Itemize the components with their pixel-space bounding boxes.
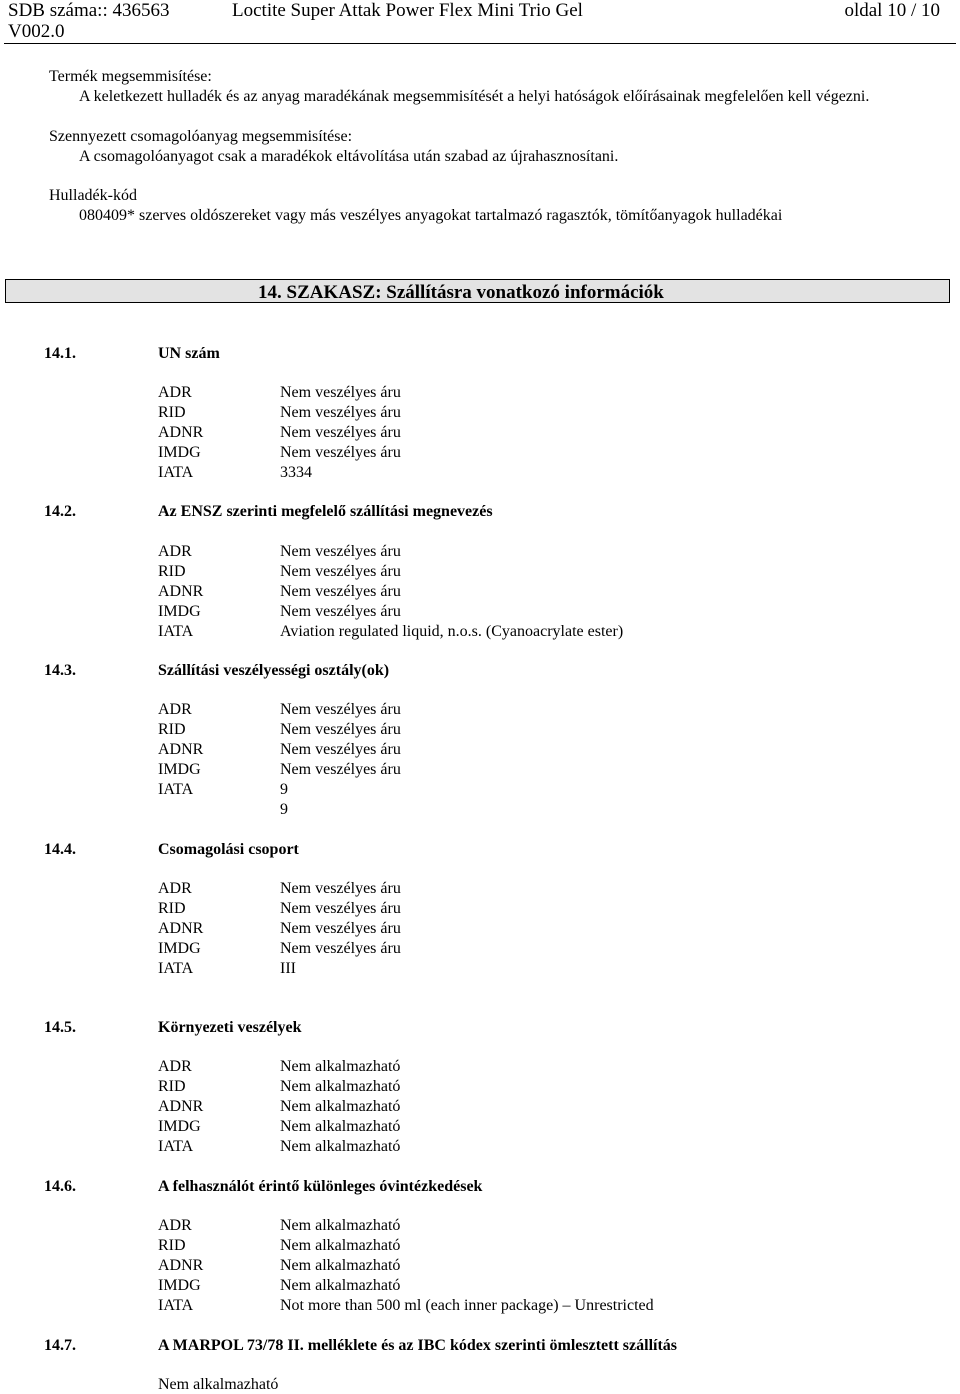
transport-mode: ADNR xyxy=(158,1098,204,1115)
subsection-title: Környezeti veszélyek xyxy=(158,1019,302,1036)
transport-mode: IATA xyxy=(158,1138,194,1155)
transport-value: 3334 xyxy=(280,464,312,481)
transport-mode: IATA xyxy=(158,1297,194,1314)
transport-mode: IATA xyxy=(158,623,194,640)
transport-value: Nem veszélyes áru xyxy=(280,920,401,937)
transport-mode: ADR xyxy=(158,1217,192,1234)
transport-value: Nem veszélyes áru xyxy=(280,701,401,718)
transport-value: Nem veszélyes áru xyxy=(280,603,401,620)
subsection-number: 14.5. xyxy=(44,1019,76,1036)
transport-value: Nem alkalmazható xyxy=(280,1257,401,1274)
transport-value: Nem veszélyes áru xyxy=(280,583,401,600)
transport-mode: ADR xyxy=(158,384,192,401)
subsection-title: Szállítási veszélyességi osztály(ok) xyxy=(158,662,390,679)
transport-value: Nem alkalmazható xyxy=(280,1217,401,1234)
transport-value: Nem veszélyes áru xyxy=(280,404,401,421)
transport-value: Nem alkalmazható xyxy=(280,1237,401,1254)
transport-value: Not more than 500 ml (each inner package) – Unrestricted xyxy=(280,1297,654,1314)
transport-value: Nem veszélyes áru xyxy=(280,900,401,917)
transport-mode: IATA xyxy=(158,464,194,481)
transport-value: Nem alkalmazható xyxy=(280,1058,401,1075)
transport-value: Nem veszélyes áru xyxy=(280,880,401,897)
transport-value: Nem alkalmazható xyxy=(280,1138,401,1155)
subsection-title: UN szám xyxy=(158,345,220,362)
product-disposal-label: Termék megsemmisítése: xyxy=(49,68,212,85)
section-14-banner xyxy=(5,279,950,303)
transport-mode: ADR xyxy=(158,1058,192,1075)
transport-value: Nem veszélyes áru xyxy=(280,543,401,560)
transport-value: Nem alkalmazható xyxy=(280,1098,401,1115)
transport-mode: RID xyxy=(158,563,186,580)
subsection-number: 14.4. xyxy=(44,841,76,858)
transport-value: Nem veszélyes áru xyxy=(280,444,401,461)
product-name: Loctite Super Attak Power Flex Mini Trio Gel xyxy=(232,0,583,21)
subsection-number: 14.7. xyxy=(44,1337,76,1354)
transport-value: Nem alkalmazható xyxy=(280,1277,401,1294)
subsection-title: Csomagolási csoport xyxy=(158,841,299,858)
transport-mode: IMDG xyxy=(158,1277,201,1294)
transport-mode: RID xyxy=(158,900,186,917)
waste-code-label: Hulladék-kód xyxy=(49,187,137,204)
transport-mode: ADNR xyxy=(158,424,204,441)
transport-value: 9 xyxy=(280,801,288,818)
transport-value: Aviation regulated liquid, n.o.s. (Cyanoacrylate ester) xyxy=(280,623,624,640)
transport-mode: RID xyxy=(158,1237,186,1254)
transport-mode: ADNR xyxy=(158,741,204,758)
transport-mode: ADR xyxy=(158,543,192,560)
transport-mode: IMDG xyxy=(158,1118,201,1135)
transport-mode: IATA xyxy=(158,960,194,977)
packaging-disposal-label: Szennyezett csomagolóanyag megsemmisítése: xyxy=(49,128,353,145)
subsection-number: 14.3. xyxy=(44,662,76,679)
transport-mode: IMDG xyxy=(158,940,201,957)
transport-mode: ADR xyxy=(158,701,192,718)
transport-value: 9 xyxy=(280,781,288,798)
transport-value: Nem veszélyes áru xyxy=(280,384,401,401)
subsection-title: A felhasználót érintő különleges óvintézkedések xyxy=(158,1178,483,1195)
waste-code-text: 080409* szerves oldószereket vagy más veszélyes anyagokat tartalmazó ragasztók, tömítőanyagok hulladékai xyxy=(79,207,783,224)
transport-mode: IMDG xyxy=(158,444,201,461)
header-divider xyxy=(4,43,956,44)
transport-mode: RID xyxy=(158,1078,186,1095)
transport-mode: ADNR xyxy=(158,583,204,600)
transport-value: Nem veszélyes áru xyxy=(280,424,401,441)
subsection-number: 14.1. xyxy=(44,345,76,362)
transport-mode: IMDG xyxy=(158,603,201,620)
sdb-number: SDB száma:: 436563 xyxy=(8,0,170,21)
transport-value: Nem veszélyes áru xyxy=(280,761,401,778)
transport-mode: IMDG xyxy=(158,761,201,778)
transport-value: Nem veszélyes áru xyxy=(280,563,401,580)
subsection-title: Az ENSZ szerinti megfelelő szállítási megnevezés xyxy=(158,503,493,520)
product-disposal-text: A keletkezett hulladék és az anyag maradékának megsemmisítését a helyi hatóságok előírásainak megfelelően kell végezni. xyxy=(79,88,870,105)
transport-mode: ADNR xyxy=(158,920,204,937)
transport-mode: ADR xyxy=(158,880,192,897)
transport-value: Nem veszélyes áru xyxy=(280,721,401,738)
transport-value: III xyxy=(280,960,296,977)
transport-value: Nem veszélyes áru xyxy=(280,940,401,957)
subsection-text: Nem alkalmazható xyxy=(158,1376,279,1393)
subsection-number: 14.6. xyxy=(44,1178,76,1195)
packaging-disposal-text: A csomagolóanyagot csak a maradékok eltávolítása után szabad az újrahasznosítani. xyxy=(79,148,619,165)
section-title: 14. SZAKASZ: Szállításra vonatkozó információk xyxy=(258,282,664,303)
version: V002.0 xyxy=(8,21,65,42)
transport-value: Nem alkalmazható xyxy=(280,1078,401,1095)
transport-mode: IATA xyxy=(158,781,194,798)
transport-value: Nem alkalmazható xyxy=(280,1118,401,1135)
transport-mode: RID xyxy=(158,404,186,421)
transport-mode: RID xyxy=(158,721,186,738)
subsection-title: A MARPOL 73/78 II. melléklete és az IBC kódex szerinti ömlesztett szállítás xyxy=(158,1337,678,1354)
transport-mode: ADNR xyxy=(158,1257,204,1274)
subsection-number: 14.2. xyxy=(44,503,76,520)
transport-value: Nem veszélyes áru xyxy=(280,741,401,758)
page-number: oldal 10 / 10 xyxy=(844,0,940,21)
